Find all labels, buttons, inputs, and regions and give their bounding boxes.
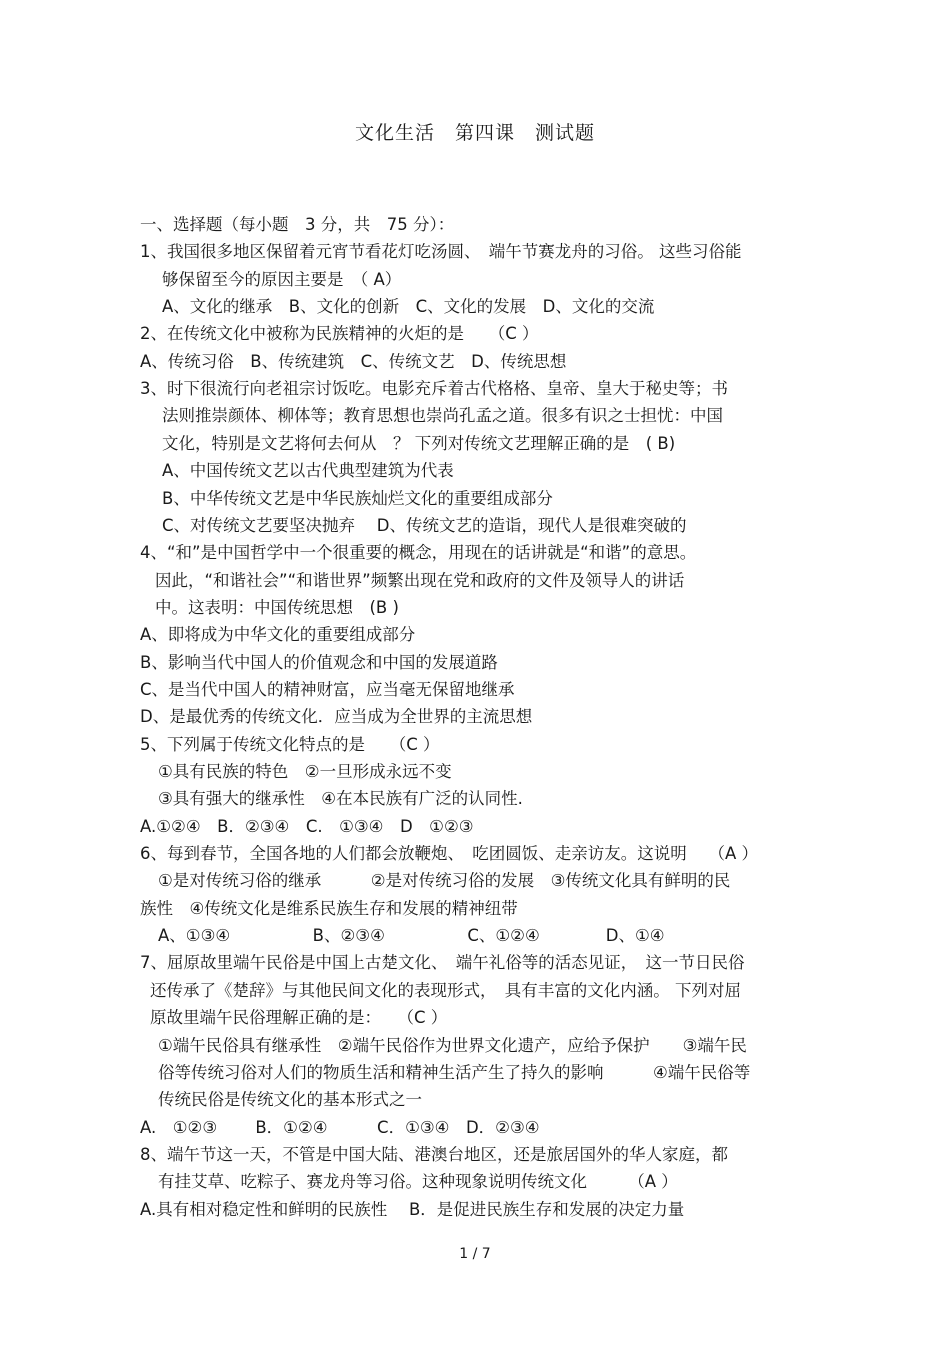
text-line: 有挂艾草、吃粽子、赛龙舟等习俗。这种现象说明传统文化 （A ） — [158, 1172, 678, 1192]
text-line: 中。这表明：中国传统思想 (B ) — [155, 597, 399, 617]
text-line: ①具有民族的特色 ②一旦形成永远不变 — [158, 762, 452, 781]
text-line: B、中华传统文艺是中华民族灿烂文化的重要组成部分 — [162, 488, 553, 508]
text-line: 因此，“和谐社会”“和谐世界”频繁出现在党和政府的文件及领导人的讲话 — [155, 570, 685, 590]
text-line: B、影响当代中国人的价值观念和中国的发展道路 — [140, 652, 498, 672]
text-line: A、文化的继承 B、文化的创新 C、文化的发展 D、文化的交流 — [162, 297, 655, 317]
text-line: 还传承了《楚辞》与其他民间文化的表现形式， 具有丰富的文化内涵。 下列对屈 — [150, 980, 741, 1000]
text-line: 7、屈原故里端午民俗是中国上古楚文化、 端午礼俗等的活态见证， 这一节日民俗 — [140, 953, 745, 973]
text-line: 2、在传统文化中被称为民族精神的火炬的是 （C ） — [140, 324, 539, 344]
text-line: ③具有强大的继承性 ④在本民族有广泛的认同性. — [158, 789, 523, 809]
text-line: D、是最优秀的传统文化．应当成为全世界的主流思想 — [140, 707, 533, 727]
page-number: 1 / 7 — [459, 1246, 491, 1262]
text-line: A、中国传统文艺以古代典型建筑为代表 — [162, 461, 454, 481]
text-line: 原故里端午民俗理解正确的是： （C ） — [150, 1008, 448, 1028]
text-line: 1、我国很多地区保留着元宵节看花灯吃汤圆、 端午节赛龙舟的习俗。 这些习俗能 — [140, 242, 742, 262]
text-line: A、即将成为中华文化的重要组成部分 — [140, 625, 416, 645]
text-line: C、对传统文艺要坚决抛弃 D、传统文艺的造诣，现代人是很难突破的 — [162, 515, 687, 535]
text-line: ①是对传统习俗的继承 ②是对传统习俗的发展 ③传统文化具有鲜明的民 — [158, 871, 731, 891]
text-line: 法则推崇颜体、柳体等；教育思想也崇尚孔孟之道。很多有识之士担忧：中国 — [162, 406, 723, 426]
text-line: 族性 ④传统文化是维系民族生存和发展的精神纽带 — [140, 898, 518, 918]
text-line: 5、下列属于传统文化特点的是 （C ） — [140, 734, 440, 754]
text-line: 文化，特别是文艺将何去何从 ？ 下列对传统文艺理解正确的是 ( B) — [162, 433, 676, 453]
text-line: A、传统习俗 B、传统建筑 C、传统文艺 D、传统思想 — [140, 351, 567, 371]
text-line: 够保留至今的原因主要是 （ A） — [162, 269, 402, 289]
page-title: 文化生活 第四课 测试题 — [354, 122, 595, 144]
text-line: 3、时下很流行向老祖宗讨饭吃。电影充斥着古代格格、皇帝、皇大于秘史等；书 — [140, 379, 728, 399]
text-line: A. ①②③ B．①②④ C．①③④ D．②③④ — [140, 1117, 540, 1137]
text-line: 一、选择题（每小题 3 分，共 75 分）： — [140, 215, 455, 234]
text-line: C、是当代中国人的精神财富，应当毫无保留地继承 — [140, 679, 515, 699]
text-line: A.具有相对稳定性和鲜明的民族性 B．是促进民族生存和发展的决定力量 — [140, 1199, 685, 1219]
text-line: A、①③④ B、②③④ C、①②④ D、①④ — [158, 926, 665, 946]
text-line: 传统民俗是传统文化的基本形式之一 — [158, 1090, 422, 1110]
text-line: ①端午民俗具有继承性 ②端午民俗作为世界文化遗产，应给予保护 ③端午民 — [158, 1035, 747, 1055]
text-line: 俗等传统习俗对人们的物质生活和精神生活产生了持久的影响 ④端午民俗等 — [158, 1062, 751, 1082]
text-line: A.①②④ B．②③④ C. ①③④ D ①②③ — [140, 816, 474, 836]
text-line: 6、每到春节，全国各地的人们都会放鞭炮、 吃团圆饭、走亲访友。这说明 （A ） — [140, 844, 759, 864]
text-line: 8、端午节这一天，不管是中国大陆、港澳台地区，还是旅居国外的华人家庭，都 — [140, 1144, 728, 1164]
text-line: 4、“和”是中国哲学中一个很重要的概念，用现在的话讲就是“和谐”的意思。 — [140, 543, 697, 563]
